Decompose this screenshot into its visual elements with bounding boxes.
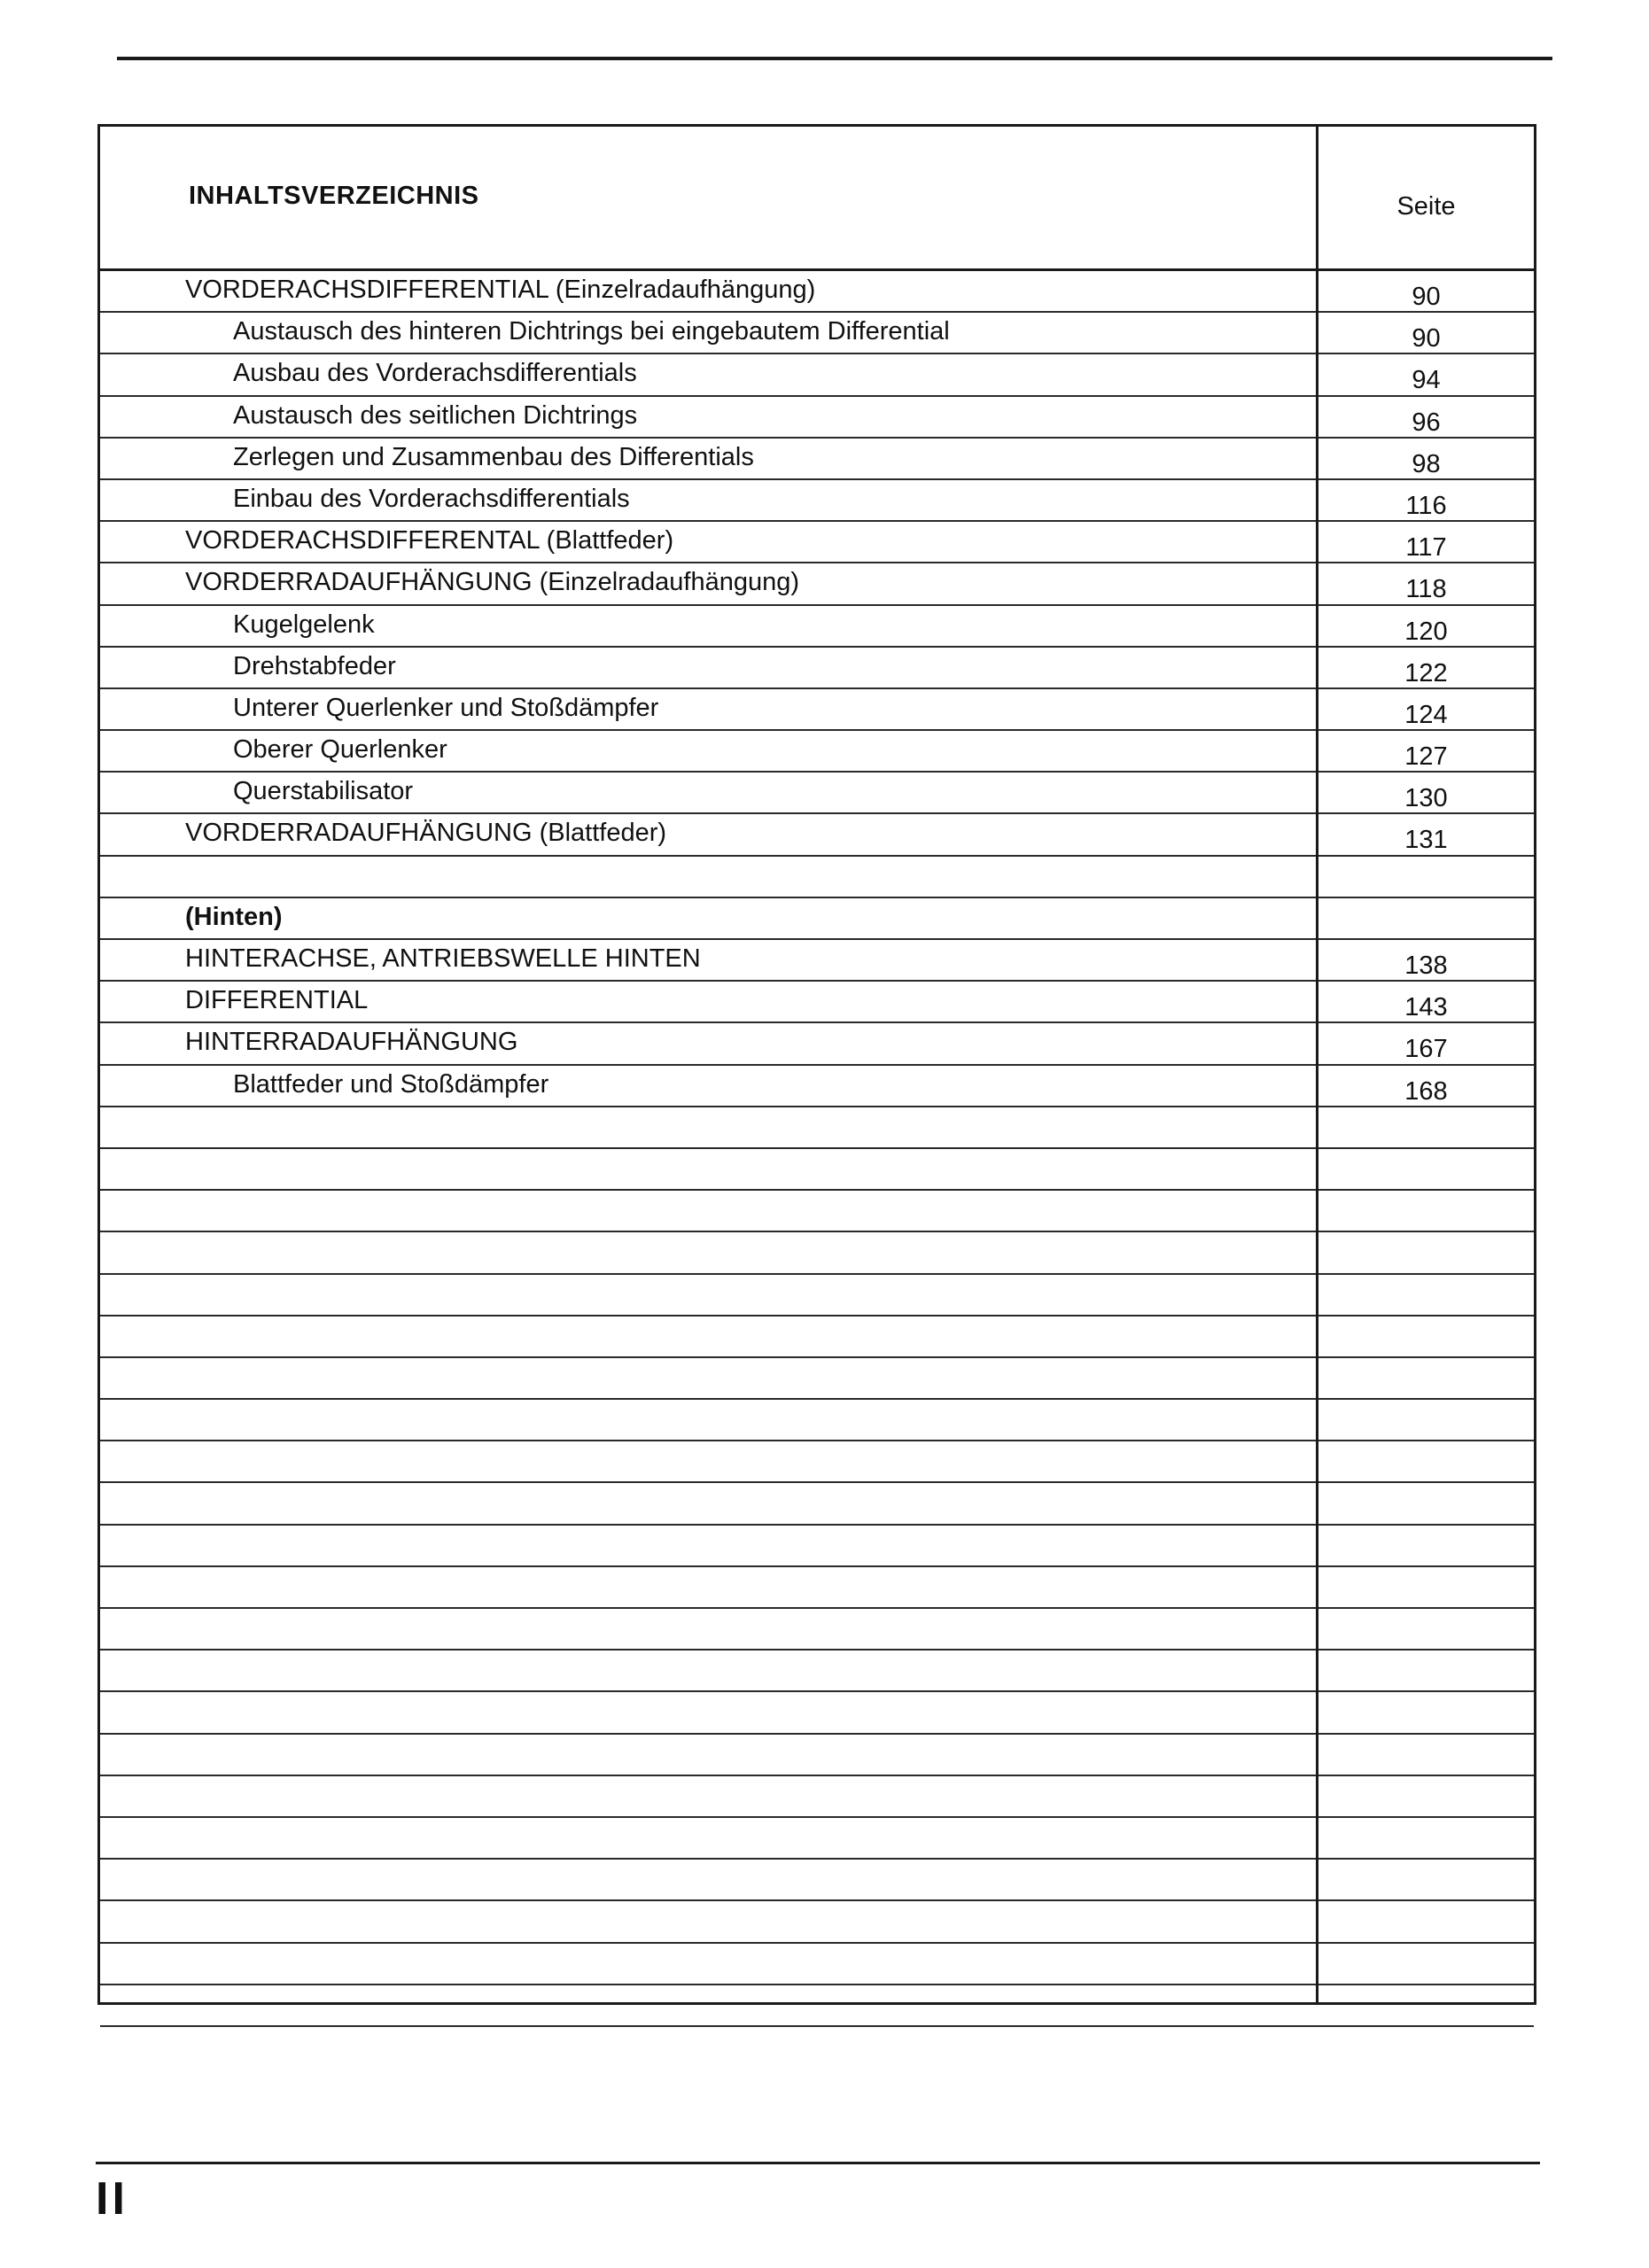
toc-entry bbox=[100, 689, 1534, 731]
toc-entry-title: Ausbau des Vorderachsdifferentials bbox=[233, 359, 637, 388]
toc-empty-row bbox=[100, 1317, 1534, 1358]
toc-entry bbox=[100, 522, 1534, 563]
toc-entry-title: Blattfeder und Stoßdämpfer bbox=[233, 1069, 549, 1099]
toc-empty-row bbox=[100, 1860, 1534, 1901]
toc-entry-page: 124 bbox=[1404, 700, 1448, 729]
toc-entry-page: 90 bbox=[1412, 324, 1441, 353]
toc-empty-row bbox=[100, 1358, 1534, 1400]
toc-entry-title: Einbau des Vorderachsdifferentials bbox=[233, 484, 630, 513]
toc-empty-row bbox=[100, 1107, 1534, 1149]
toc-entry-title: (Hinten) bbox=[185, 902, 283, 931]
column-divider bbox=[1316, 127, 1318, 2002]
toc-entry-page: 168 bbox=[1404, 1076, 1448, 1106]
toc-entry-title: Oberer Querlenker bbox=[233, 735, 447, 765]
toc-entry bbox=[100, 439, 1534, 480]
toc-empty-row bbox=[100, 857, 1534, 898]
toc-entry-title: VORDERRADAUFHÄNGUNG (Blattfeder) bbox=[185, 819, 667, 848]
toc-entry-page: 117 bbox=[1405, 533, 1447, 563]
toc-entry bbox=[100, 898, 1534, 940]
bottom-rule bbox=[96, 2162, 1540, 2164]
toc-entry bbox=[100, 480, 1534, 522]
toc-entry-title: VORDERACHSDIFFERENTAL (Blattfeder) bbox=[185, 526, 674, 555]
toc-entry-page: 143 bbox=[1404, 993, 1448, 1022]
toc-empty-row bbox=[100, 1818, 1534, 1860]
toc-entry-title: DIFFERENTIAL bbox=[185, 986, 369, 1015]
toc-entry-title: VORDERACHSDIFFERENTIAL (Einzelradaufhängung) bbox=[185, 276, 816, 304]
table-of-contents bbox=[97, 124, 1536, 2005]
toc-empty-row bbox=[100, 1901, 1534, 1943]
toc-empty-row bbox=[100, 1735, 1534, 1776]
toc-entry bbox=[100, 271, 1534, 313]
toc-title: INHALTSVERZEICHNIS bbox=[189, 182, 479, 210]
toc-entry bbox=[100, 648, 1534, 689]
toc-entry-page: 96 bbox=[1412, 408, 1441, 437]
toc-empty-row bbox=[100, 1985, 1534, 2027]
toc-entry-page: 98 bbox=[1412, 449, 1441, 478]
toc-entry bbox=[100, 563, 1534, 605]
toc-entry bbox=[100, 773, 1534, 814]
toc-entry-title: Querstabilisator bbox=[233, 777, 414, 806]
toc-empty-row bbox=[100, 1441, 1534, 1483]
toc-entry bbox=[100, 982, 1534, 1023]
toc-entry-title: Kugelgelenk bbox=[233, 610, 375, 639]
toc-empty-row bbox=[100, 1275, 1534, 1317]
toc-entry bbox=[100, 313, 1534, 354]
toc-entry-page: 131 bbox=[1404, 826, 1448, 855]
toc-empty-row bbox=[100, 1400, 1534, 1441]
toc-entry bbox=[100, 940, 1534, 982]
toc-empty-row bbox=[100, 1526, 1534, 1567]
toc-empty-row bbox=[100, 1149, 1534, 1191]
toc-empty-row bbox=[100, 1191, 1534, 1232]
toc-empty-row bbox=[100, 1776, 1534, 1818]
toc-entry bbox=[100, 606, 1534, 648]
toc-entry-page: 167 bbox=[1404, 1035, 1448, 1064]
top-rule bbox=[117, 57, 1552, 60]
toc-entry bbox=[100, 1066, 1534, 1107]
toc-entry-title: Zerlegen und Zusammenbau des Differentials bbox=[233, 442, 754, 471]
toc-entry-title: Drehstabfeder bbox=[233, 651, 396, 680]
toc-rows bbox=[100, 271, 1534, 2027]
toc-entry-title: Austausch des hinteren Dichtrings bei eingebautem Differential bbox=[233, 317, 950, 346]
toc-entry-page: 130 bbox=[1404, 784, 1448, 813]
toc-header bbox=[100, 127, 1534, 271]
toc-empty-row bbox=[100, 1651, 1534, 1692]
toc-entry-title: Unterer Querlenker und Stoßdämpfer bbox=[233, 693, 659, 722]
toc-empty-row bbox=[100, 1609, 1534, 1651]
toc-entry-title: VORDERRADAUFHÄNGUNG (Einzelradaufhängung) bbox=[185, 568, 800, 597]
page-marker: II bbox=[96, 2173, 128, 2225]
toc-entry-page: 122 bbox=[1404, 658, 1448, 687]
toc-entry bbox=[100, 731, 1534, 773]
toc-empty-row bbox=[100, 1944, 1534, 1985]
toc-entry-title: HINTERACHSE, ANTRIEBSWELLE HINTEN bbox=[185, 944, 701, 973]
toc-entry-page: 94 bbox=[1412, 366, 1441, 395]
toc-entry bbox=[100, 397, 1534, 439]
toc-entry-title: HINTERRADAUFHÄNGUNG bbox=[185, 1028, 518, 1057]
page-column-header: Seite bbox=[1396, 192, 1456, 221]
toc-entry-page: 127 bbox=[1404, 742, 1448, 772]
toc-empty-row bbox=[100, 1232, 1534, 1274]
toc-entry-title: Austausch des seitlichen Dichtrings bbox=[233, 400, 638, 430]
toc-empty-row bbox=[100, 1567, 1534, 1609]
toc-entry bbox=[100, 354, 1534, 396]
toc-empty-row bbox=[100, 1483, 1534, 1525]
toc-entry-page: 116 bbox=[1405, 491, 1447, 520]
toc-entry bbox=[100, 1023, 1534, 1065]
toc-entry-page: 90 bbox=[1412, 283, 1441, 311]
toc-entry-page: 120 bbox=[1404, 617, 1448, 646]
toc-entry bbox=[100, 814, 1534, 856]
toc-entry-page: 118 bbox=[1405, 575, 1447, 604]
toc-empty-row bbox=[100, 1692, 1534, 1734]
toc-entry-page: 138 bbox=[1404, 951, 1448, 980]
